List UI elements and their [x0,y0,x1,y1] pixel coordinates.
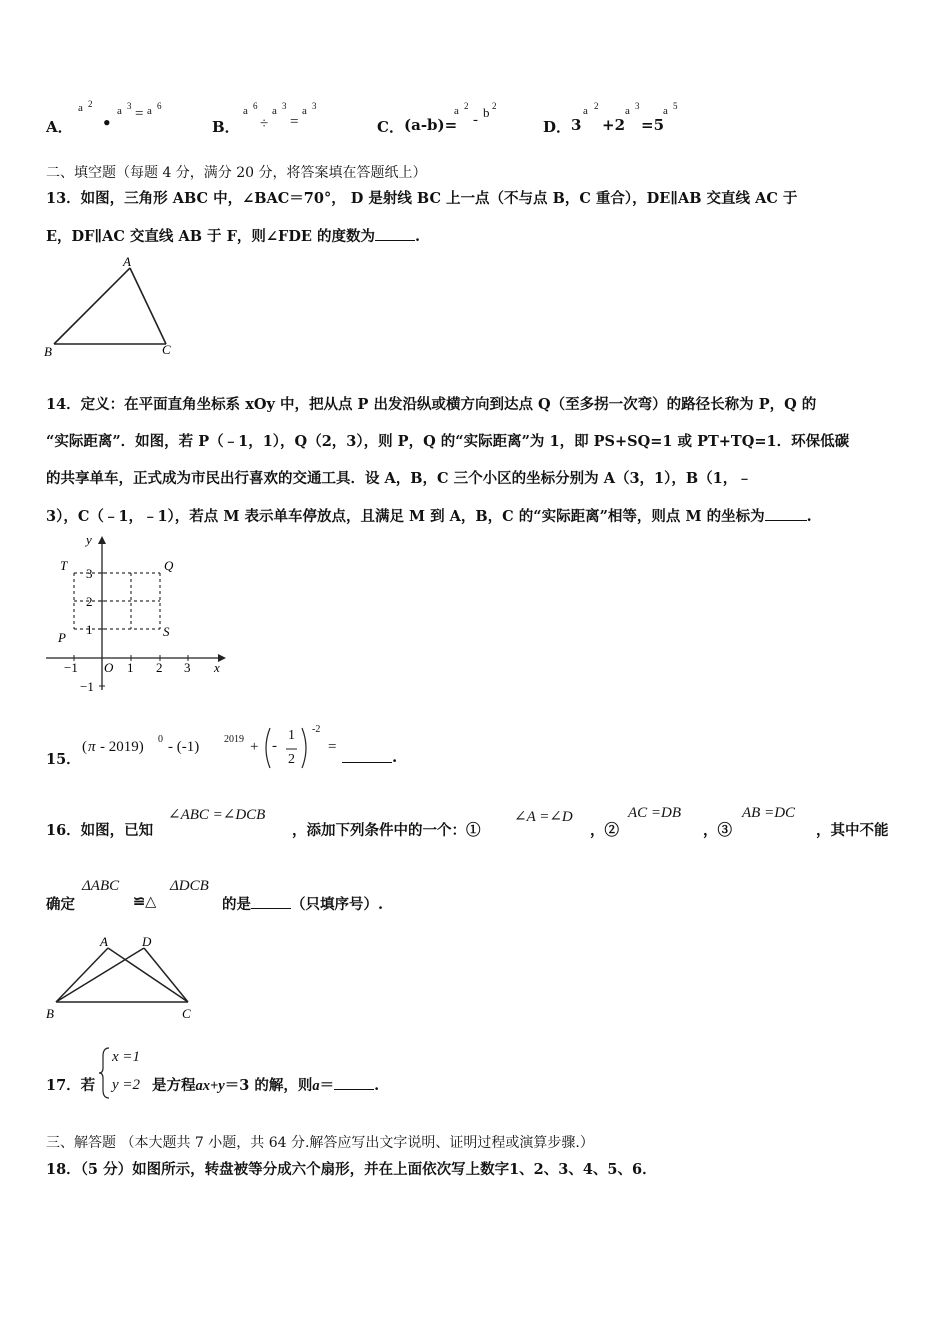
option-c-pre: (a-b)= [404,116,458,134]
option-a-letter: A． [46,118,73,136]
q17-tail2: ＝ [319,1077,335,1094]
q17-line [152,1074,379,1095]
q16-answer-blank[interactable] [251,894,291,909]
q14-tick-x-3: 3 [184,660,191,675]
q14-line1: 14．定义：在平面直角坐标系 xOy 中，把从点 P 出发沿纵或横方向到达点 Q（至多拐一次弯）的路径长称为 P，Q 的 [46,396,817,413]
q17-equation: ax+y [195,1078,225,1094]
option-b-term1: a [243,105,248,117]
option-b-term3: a [302,105,307,117]
q16-line2-c: （只填序号）. [291,896,384,913]
q16-mid: ，添加下列条件中的一个：① [292,822,481,839]
q13-end: . [415,228,421,245]
q16-label-d: D [142,934,152,949]
option-a-op: • [102,114,112,132]
option-a-exp1: 2 [88,99,93,109]
q14-tick-y-2: 2 [86,594,93,609]
option-d-exp1: 2 [594,101,599,111]
option-d-pre: 3 [571,116,582,134]
q14-label-q: Q [164,558,174,573]
q14-tick-x-2: 2 [156,660,163,675]
q15-answer-blank[interactable] [342,748,392,763]
q16-condition-3: AB =DC [742,805,796,821]
q17-brace-icon [98,1046,112,1100]
q14-label-p: P [58,630,66,645]
q13-label-b: B [44,344,52,359]
q14-y-arrow-icon [98,536,106,544]
q15-number: 15． [46,751,81,768]
q16-condition-2: AC =DB [628,805,682,821]
q13-answer-blank[interactable] [375,226,415,241]
option-b-letter: B． [212,118,240,136]
option-b-exp3: 3 [312,101,317,111]
q16-line2-a: 确定 [46,896,75,913]
q17-var-a: a [312,1078,320,1094]
q15-minus: - [272,738,277,754]
q14-label-origin: O [104,660,114,675]
q15-pi: π [88,739,96,755]
q16-congruent: ≌△ [133,893,157,910]
q14-line2: “实际距离”．如图，若 P（﹣1，1），Q（2，3），则 P，Q 的“实际距离”为 1，即 PS+SQ=1 或 PT+TQ=1．环保低碳 [46,433,850,450]
option-a-term3: a [147,105,152,117]
option-c-term2: b [483,105,490,120]
option-c-op: - [473,112,478,128]
q17-end: . [374,1077,380,1094]
option-b-op: ÷ [260,116,269,132]
q16-line2-b [222,893,383,914]
option-d-exp2: 3 [635,101,640,111]
q14-label-s: S [163,624,170,639]
q15-exp3: -2 [312,724,321,735]
q14-line4 [46,505,812,526]
q14-line4-text: 3），C（﹣1，﹣1），若点 M 表示单车停放点，且满足 M 到 A，B，C 的“实际距离”相等，则点 M 的坐标为 [46,508,765,525]
q13-side-ab [54,268,130,344]
q14-line3: 的共享单车，正式成为市民出行喜欢的交通工具．设 A，B，C 三个小区的坐标分别为 A（3，1），B（1，﹣ [46,470,752,487]
q14-label-y: y [86,532,92,547]
option-c-term1: a [454,105,459,117]
q15-exp1: 0 [158,734,163,745]
option-d-eq: =5 [641,116,665,134]
q17-eq-x: x =1 [112,1049,141,1065]
q15-fraction-parens [262,724,312,774]
option-b-term2: a [272,105,277,117]
q14-tick-x-1: 1 [127,660,134,675]
q14-answer-blank[interactable] [765,506,807,521]
option-b-exp1: 6 [253,101,258,111]
q17-answer-blank[interactable] [334,1075,374,1090]
q16-triangle-abc: ΔABC [82,878,120,894]
option-c-exp1: 2 [464,101,469,111]
q15-end: . [392,748,398,766]
q13-label-a: A [123,254,131,269]
q15-eq: = [328,739,337,755]
q16-prefix: 16．如图，已知 [46,822,154,839]
option-d-term2: a [625,105,630,117]
q17-eq-y: y =2 [112,1077,141,1093]
q14-tick-y-3: 3 [86,566,93,581]
q18-text: 18．（5 分）如图所示，转盘被等分成六个扇形，并在上面依次写上数字1、2、3、4、5、6． [46,1161,657,1178]
q16-figure [40,930,200,1026]
q16-label-c: C [182,1006,191,1021]
q16-side-ac [108,948,188,1002]
option-b-exp2: 3 [282,101,287,111]
q13-label-c: C [162,342,171,357]
q15-term2: - (-1) [168,739,200,755]
q14-label-t: T [60,558,68,573]
q14-end: . [806,508,812,525]
option-a-eq: = [135,106,144,122]
section3-heading: 三、解答题 （本大题共 7 小题，共 64 分.解答应写出文字说明、证明过程或演算步骤.） [46,1135,594,1151]
q14-tick-y-1: 1 [86,622,93,637]
q16-given: ∠ABC =∠DCB [168,807,266,823]
q17-prefix: 17．若 [46,1077,96,1094]
section2-heading: 二、填空题（每题 4 分，满分 20 分，将答案填在答题纸上） [46,165,427,181]
q15-frac-den: 2 [288,752,295,767]
q16-tail: ，其中不能 [816,822,889,839]
q16-line2-b-text: 的是 [222,896,251,913]
q14-tick-x-neg1: −1 [64,660,78,675]
q13-line2-text: E，DF∥AC 交直线 AB 于 F，则∠FDE 的度数为 [46,228,375,245]
q15-frac-num: 1 [288,728,295,743]
q16-condition-1: ∠A =∠D [514,809,573,825]
option-d-mid: +2 [602,116,626,134]
q16-sep3: ，③ [703,822,732,839]
q15-exp2: 2019 [224,734,244,745]
option-a-exp2: 3 [127,101,132,111]
option-d-exp3: 5 [673,101,678,111]
q14-tick-y-neg1: −1 [80,679,94,694]
option-c-exp2: 2 [492,101,497,111]
q16-side-dc [144,948,188,1002]
q17-tail: ＝3 的解，则 [224,1077,313,1094]
q16-label-a: A [100,934,108,949]
option-a-term1: a [78,102,83,114]
option-d-letter: D． [543,118,572,136]
q16-triangle-dcb: ΔDCB [170,878,209,894]
q16-label-b: B [46,1006,54,1021]
option-d-term1: a [583,105,588,117]
q13-line1: 13．如图，三角形 ABC 中，∠BAC＝70°， D 是射线 BC 上一点（不与点 B，C 重合），DE∥AB 交直线 AC 于 [46,190,798,207]
q13-line2 [46,225,420,246]
q16-sep2: ，② [590,822,619,839]
q17-mid: 是方程 [152,1077,196,1094]
q14-coordinate-figure [40,530,230,700]
q15-term1: - 2019) [100,739,144,755]
q13-triangle-figure [40,252,190,362]
option-d-term3: a [663,105,668,117]
option-a-term2: a [117,105,122,117]
q15-plus: + [250,739,259,755]
option-c-letter: C． [377,118,404,136]
q14-label-x: x [214,660,220,675]
option-b-eq: = [290,114,299,130]
option-a-exp3: 6 [157,101,162,111]
q13-side-ac [130,268,166,344]
